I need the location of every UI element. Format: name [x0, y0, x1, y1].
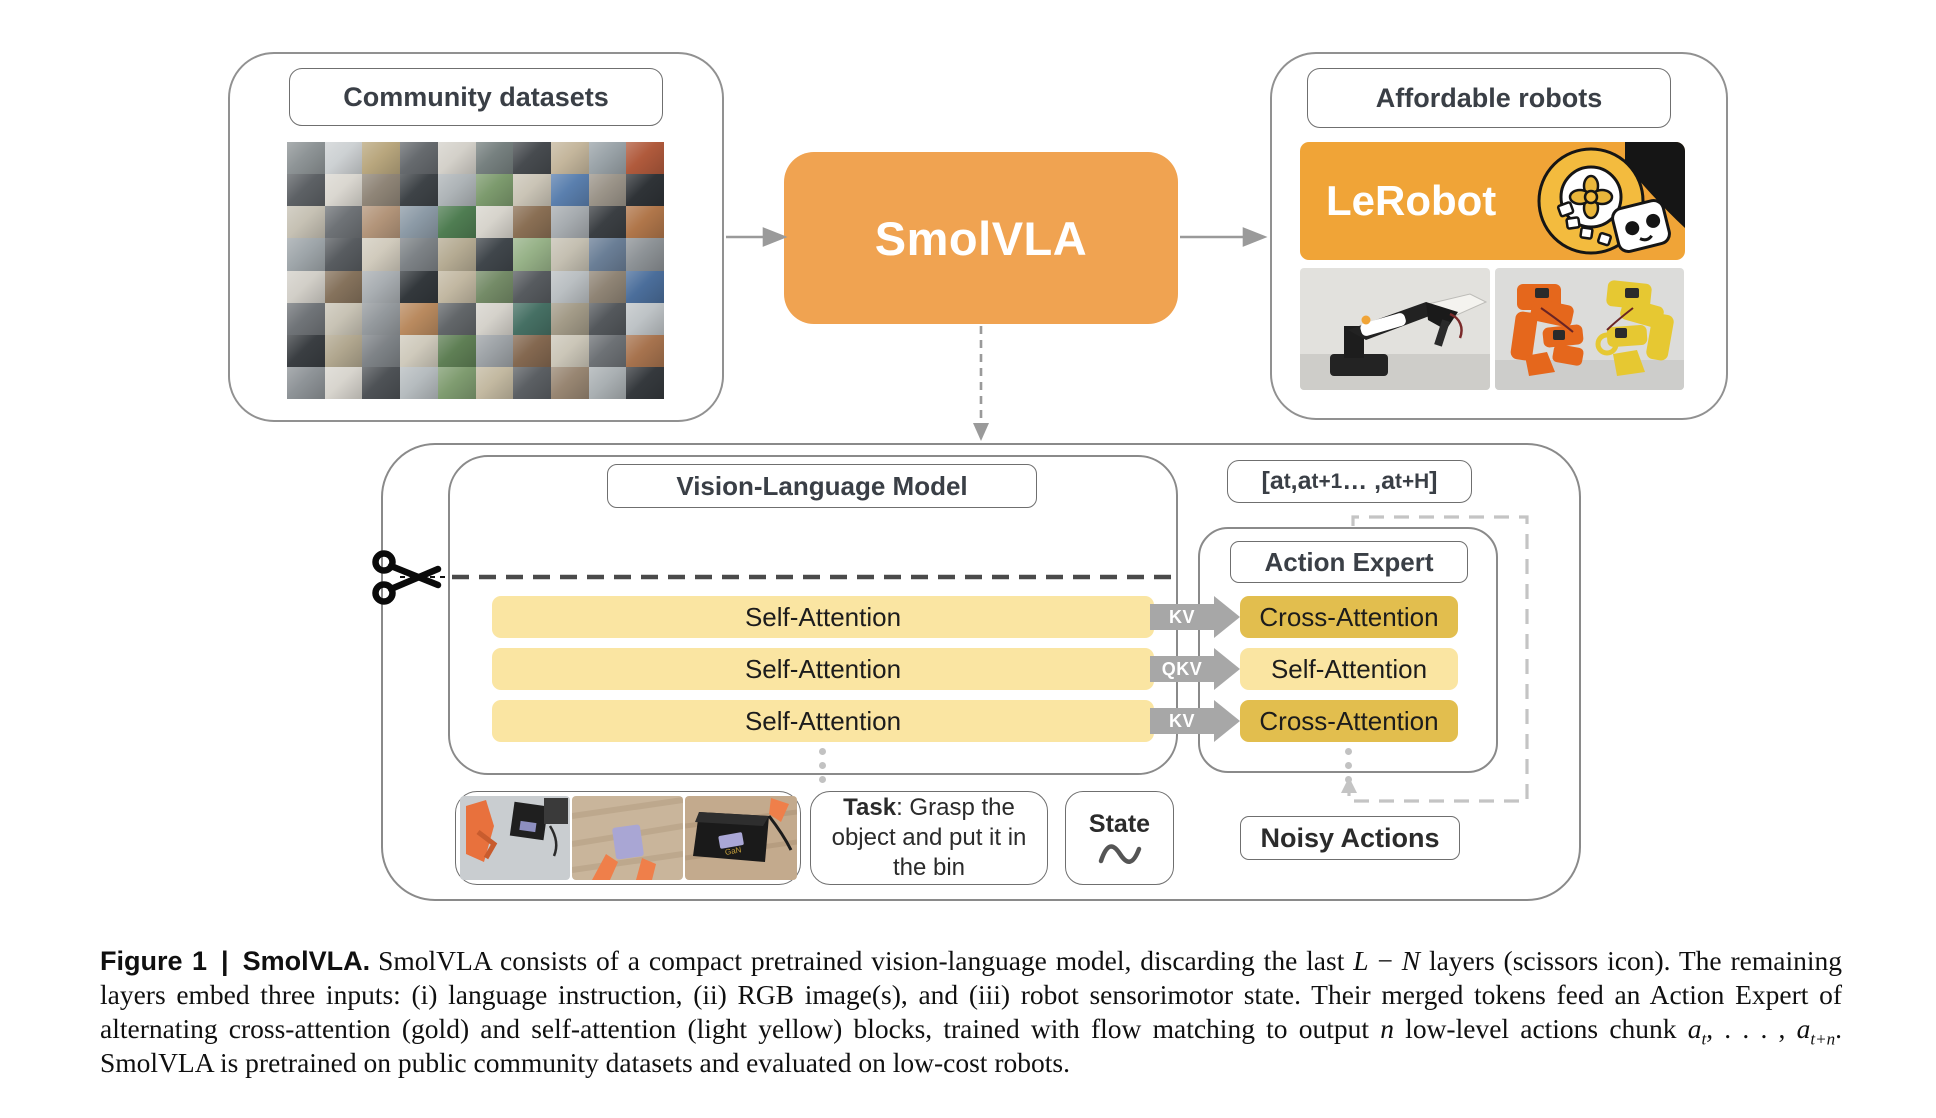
dataset-thumbnail [325, 206, 363, 238]
kv-arrow-1 [1150, 596, 1240, 638]
robot-photo-grippers [1495, 268, 1684, 390]
dataset-thumbnail [476, 206, 514, 238]
kv-arrowhead-icon [1214, 648, 1240, 690]
state-label: State [1088, 809, 1151, 838]
dataset-thumbnail [287, 206, 325, 238]
dataset-thumbnail [626, 271, 664, 303]
dataset-thumbnail [362, 367, 400, 399]
dataset-thumbnail [400, 206, 438, 238]
cross-attention-row-1 [1240, 596, 1458, 638]
noisy-actions-box [1240, 816, 1460, 860]
dataset-thumbnail [551, 367, 589, 399]
community-datasets-title [289, 68, 663, 126]
dataset-thumbnail [400, 238, 438, 270]
smolvla-label: SmolVLA [874, 211, 1088, 265]
action-expert-title-label: Action Expert [1264, 546, 1434, 577]
ae-self-attention-row [1240, 648, 1458, 690]
dataset-thumbnail [362, 271, 400, 303]
dataset-thumbnail [513, 238, 551, 270]
vlm-title-label: Vision-Language Model [676, 470, 968, 501]
dataset-thumbnail [400, 335, 438, 367]
dataset-thumbnail [438, 335, 476, 367]
dataset-thumbnail [589, 174, 627, 206]
dataset-thumbnail [513, 206, 551, 238]
community-image-grid [287, 142, 664, 399]
dashed-connector-smolvla-to-architecture [973, 326, 989, 441]
dataset-thumbnail [287, 238, 325, 270]
vlm-title [607, 464, 1037, 508]
obs-photo-robot-arm [460, 796, 570, 880]
dataset-thumbnail [325, 142, 363, 174]
dataset-thumbnail [362, 238, 400, 270]
dataset-thumbnail [626, 238, 664, 270]
task-text: Task: Grasp the object and put it in the bin [831, 794, 1027, 881]
figure-caption [100, 944, 1842, 1080]
dataset-thumbnail [325, 335, 363, 367]
action-expert-title [1230, 541, 1468, 583]
qkv-arrow [1150, 648, 1240, 690]
obs-photo-bin [685, 796, 797, 880]
dataset-thumbnail [476, 142, 514, 174]
dataset-thumbnail [589, 303, 627, 335]
caption-separator: | [221, 946, 229, 976]
figure-number: Figure 1 [100, 946, 208, 976]
dataset-thumbnail [589, 142, 627, 174]
dataset-thumbnail [476, 303, 514, 335]
dataset-thumbnail [626, 303, 664, 335]
dataset-thumbnail [325, 303, 363, 335]
kv-arrow-2 [1150, 700, 1240, 742]
dataset-thumbnail [438, 303, 476, 335]
kv-arrowhead-icon [1214, 596, 1240, 638]
dataset-thumbnail [589, 238, 627, 270]
dataset-thumbnail [325, 238, 363, 270]
dataset-thumbnail [362, 174, 400, 206]
dataset-thumbnail [589, 271, 627, 303]
dataset-thumbnail [551, 142, 589, 174]
observation-images-strip [455, 791, 801, 885]
vlm-ellipsis-dots [819, 748, 826, 783]
dataset-thumbnail [476, 238, 514, 270]
dataset-thumbnail [551, 206, 589, 238]
vlm-row-label: Self-Attention [744, 601, 902, 632]
dataset-thumbnail [476, 271, 514, 303]
action-chunk-box: [a t ,a t+1 … ,a t+H ] [1227, 460, 1472, 503]
dataset-thumbnail [287, 271, 325, 303]
dataset-thumbnail [438, 367, 476, 399]
action-expert-ellipsis-dots [1345, 748, 1352, 783]
dataset-thumbnail [287, 367, 325, 399]
noisy-actions-label: Noisy Actions [1260, 822, 1440, 853]
lerobot-banner [1300, 142, 1685, 260]
qkv-arrow-label: QKV [1150, 656, 1214, 682]
dataset-thumbnail [626, 335, 664, 367]
dataset-thumbnail [438, 174, 476, 206]
lerobot-logo-text: LeRobot [1326, 177, 1497, 224]
vlm-self-attention-row-3 [492, 700, 1154, 742]
ae-row-label: Cross-Attention [1259, 601, 1439, 632]
affordable-robots-title [1307, 68, 1671, 128]
dataset-thumbnail [476, 367, 514, 399]
dataset-thumbnail [287, 142, 325, 174]
dataset-thumbnail [287, 335, 325, 367]
state-signal-icon [1098, 841, 1142, 867]
dataset-thumbnail [438, 142, 476, 174]
obs-photo-gripper-object [572, 796, 683, 880]
dataset-thumbnail [551, 238, 589, 270]
dataset-thumbnail [589, 367, 627, 399]
kv-arrow-label: KV [1150, 708, 1214, 734]
dataset-thumbnail [287, 303, 325, 335]
smolvla-box [784, 152, 1178, 324]
dataset-thumbnail [362, 303, 400, 335]
robot-photo-arm [1300, 268, 1490, 390]
ae-row-label: Cross-Attention [1259, 705, 1439, 736]
vlm-row-label: Self-Attention [744, 705, 902, 736]
figure-title: SmolVLA. [242, 946, 371, 976]
dataset-thumbnail [626, 142, 664, 174]
dataset-thumbnail [476, 174, 514, 206]
dataset-thumbnail [551, 303, 589, 335]
vlm-row-label: Self-Attention [744, 653, 902, 684]
cross-attention-row-2 [1240, 700, 1458, 742]
community-datasets-title-label: Community datasets [343, 81, 609, 112]
dataset-thumbnail [551, 335, 589, 367]
dataset-thumbnail [513, 174, 551, 206]
dataset-thumbnail [400, 303, 438, 335]
dataset-thumbnail [438, 238, 476, 270]
state-box [1065, 791, 1174, 885]
dataset-thumbnail [551, 271, 589, 303]
dataset-thumbnail [400, 174, 438, 206]
dataset-thumbnail [626, 206, 664, 238]
dataset-thumbnail [626, 174, 664, 206]
dataset-thumbnail [438, 271, 476, 303]
dataset-thumbnail [325, 367, 363, 399]
dataset-thumbnail [325, 174, 363, 206]
vlm-self-attention-row-1 [492, 596, 1154, 638]
dataset-thumbnail [362, 142, 400, 174]
dataset-thumbnail [513, 335, 551, 367]
ae-row-label: Self-Attention [1270, 653, 1428, 684]
svg-text:GaN: GaN [723, 845, 742, 857]
kv-arrowhead-icon [1214, 700, 1240, 742]
vlm-self-attention-row-2 [492, 648, 1154, 690]
dataset-thumbnail [513, 271, 551, 303]
dataset-thumbnail [362, 335, 400, 367]
dataset-thumbnail [551, 174, 589, 206]
affordable-robots-title-label: Affordable robots [1375, 82, 1603, 113]
dataset-thumbnail [287, 174, 325, 206]
dataset-thumbnail [513, 367, 551, 399]
dataset-thumbnail [476, 335, 514, 367]
dataset-thumbnail [325, 271, 363, 303]
caption-body: SmolVLA consists of a compact pretrained vision-language model, discarding the last L − N layers (scissors icon). The remaining layers embed three inputs: (i) language instruction, (ii) RGB image(s), and (iii) robot sensorimotor state. Their merged tokens feed an Action Expert of alternating cross-attention (gold) and self-attention (light yellow) blocks, trained with flow matching to output n low-level actions chunk $a_t$, . . . , $a_{t+n}$. SmolVLA is pretrained on public community datasets and evaluated on low-cost robots. [100, 945, 1842, 1078]
dataset-thumbnail [438, 206, 476, 238]
dataset-thumbnail [626, 367, 664, 399]
dataset-thumbnail [400, 271, 438, 303]
dataset-thumbnail [513, 142, 551, 174]
dataset-thumbnail [513, 303, 551, 335]
dataset-thumbnail [589, 206, 627, 238]
dataset-thumbnail [589, 335, 627, 367]
dataset-thumbnail [362, 206, 400, 238]
dataset-thumbnail [400, 142, 438, 174]
kv-arrow-label: KV [1150, 604, 1214, 630]
lerobot-mascot-icon [1507, 142, 1685, 260]
task-box [810, 791, 1048, 885]
dataset-thumbnail [400, 367, 438, 399]
